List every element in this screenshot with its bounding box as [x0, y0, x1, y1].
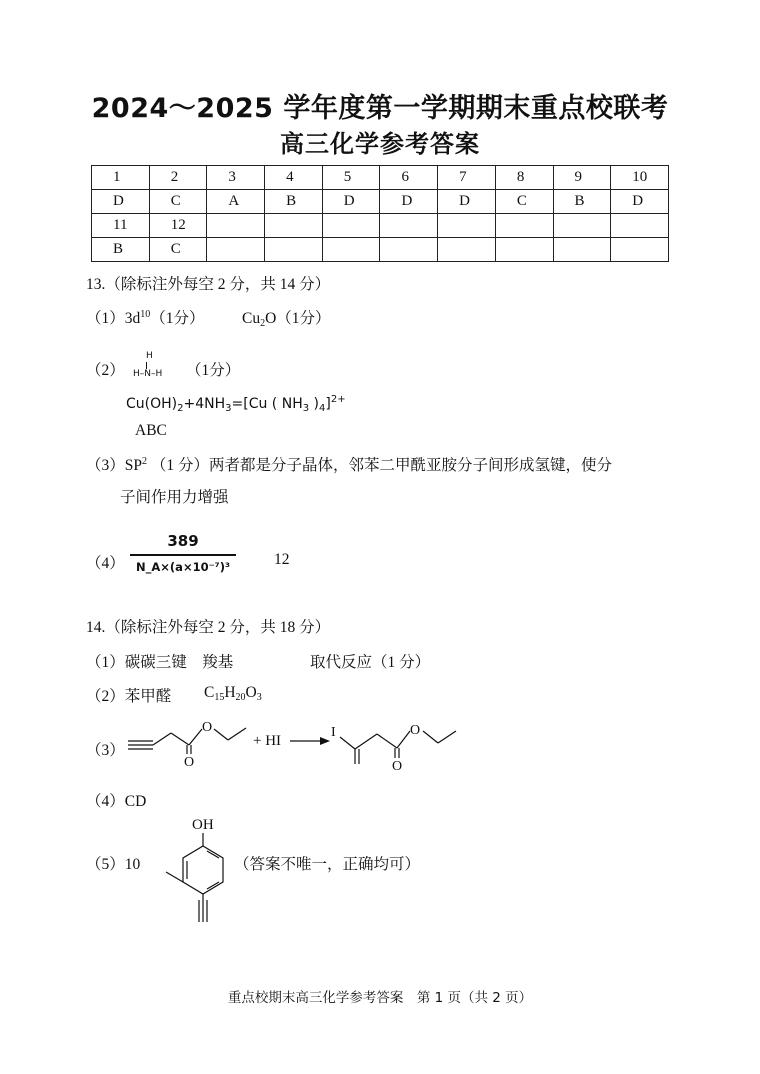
phenol-structure	[166, 833, 223, 922]
part-label: （1）	[86, 310, 125, 327]
table-cell: 4	[265, 166, 323, 190]
table-cell: 3	[207, 166, 265, 190]
q14-part2: （2）苯甲醛	[86, 688, 172, 705]
table-cell: 11	[92, 214, 150, 238]
oxygen-atom: O	[202, 720, 213, 735]
q13-part4-value: 12	[274, 551, 290, 568]
q13-part3: $(3)SP^2$ （1 分）两者都是分子晶体，邻苯二甲酰亚胺分子间形成氢键，使分	[86, 456, 613, 474]
table-cell: B	[553, 190, 611, 214]
score-note: （1分）	[186, 362, 241, 379]
bond-line	[189, 729, 202, 745]
nh2-structure-h: H	[146, 351, 153, 361]
part-label: （2）	[86, 688, 125, 705]
q14-header: 14.（除标注外每空 2 分，共 18 分）	[86, 619, 331, 636]
benzene-ring	[183, 846, 223, 894]
table-cell: 6	[380, 166, 438, 190]
part-label: （4）	[86, 793, 125, 810]
table-cell: 2	[149, 166, 207, 190]
iodine-atom: I	[331, 725, 336, 740]
hybridization: $SP^2$	[124, 456, 148, 474]
score-note: （1分）	[276, 310, 331, 327]
table-cell: A	[207, 190, 265, 214]
table-cell: 9	[553, 166, 611, 190]
bond-line	[153, 733, 171, 745]
q13-part1-formula: $Cu_2O(1$分）	[242, 310, 331, 329]
table-cell: 12	[149, 214, 207, 238]
table-cell: 8	[495, 166, 553, 190]
q14-part3-label: （3）	[86, 742, 125, 759]
oxygen-atom: O	[410, 723, 421, 738]
oxygen-atom: O	[392, 759, 403, 774]
q14-part5: （5）10	[86, 856, 141, 873]
bond-line	[228, 728, 246, 740]
bond-line	[397, 731, 410, 748]
q14-part5-note: （答案不唯一，正确均可）	[234, 856, 421, 873]
bond-line	[423, 731, 438, 743]
q14-part4: （4）CD	[86, 793, 147, 810]
table-cell: 10	[611, 166, 669, 190]
bond-line	[340, 737, 355, 749]
molecular-formula: $C_{15}H_{20}O_3$	[204, 684, 262, 703]
q13-header: 13.（除标注外每空 2 分，共 14 分）	[86, 276, 331, 293]
table-cell: D	[611, 190, 669, 214]
page-footer: 重点校期末高三化学参考答案 第 1 页（共 2 页）	[227, 990, 533, 1006]
table-cell: D	[438, 190, 496, 214]
table-cell: 1	[92, 166, 150, 190]
q13-part2-label: （2）	[86, 362, 125, 379]
bond-line	[355, 734, 377, 749]
table-cell: D	[322, 190, 380, 214]
q13-part4-label: （4）	[86, 555, 125, 572]
table-cell: 7	[438, 166, 496, 190]
nh2-structure: H–N–H	[133, 369, 163, 379]
part-label: （5）	[86, 856, 125, 873]
bond-line	[377, 734, 397, 748]
table-cell: C	[495, 190, 553, 214]
fraction-denominator: N_A×(a×10⁻⁷)³	[136, 559, 230, 574]
q13-part2-equation: $Cu(OH)_2+4NH_3=[Cu$ ( $NH_3$ )$_4]^{2+}$	[126, 394, 346, 414]
bond-line	[214, 729, 228, 740]
table-cell: B	[265, 190, 323, 214]
bond-line	[171, 733, 189, 745]
arrow-head	[320, 737, 330, 745]
table-cell: B	[92, 238, 150, 262]
part-label: （3）	[86, 457, 125, 474]
hydroxyl-label: OH	[192, 817, 214, 833]
table-cell: 5	[322, 166, 380, 190]
fraction-numerator: 389	[167, 532, 199, 550]
page-subtitle: 高三化学参考答案	[280, 130, 480, 158]
q14-part1-reaction: 取代反应（1 分）	[310, 654, 431, 671]
table-cell: D	[380, 190, 438, 214]
q14-part1: （1）碳碳三键 羧基	[86, 654, 234, 671]
table-cell: C	[149, 190, 207, 214]
part-label: （1）	[86, 654, 125, 671]
q13-part3-cont: 子间作用力增强	[120, 489, 229, 506]
reagent-label: + HI	[253, 733, 282, 749]
bond-line	[438, 731, 456, 743]
q13-part2-answer: ABC	[135, 422, 167, 439]
table-cell: C	[149, 238, 207, 262]
oxygen-atom: O	[184, 755, 195, 770]
score-note: （1分）	[150, 310, 205, 327]
electron-config: $3d^{10}$	[124, 309, 151, 327]
methyl-bond	[166, 872, 183, 882]
table-cell: D	[92, 190, 150, 214]
page-title: 2024～2025 学年度第一学期期末重点校联考	[91, 93, 669, 124]
